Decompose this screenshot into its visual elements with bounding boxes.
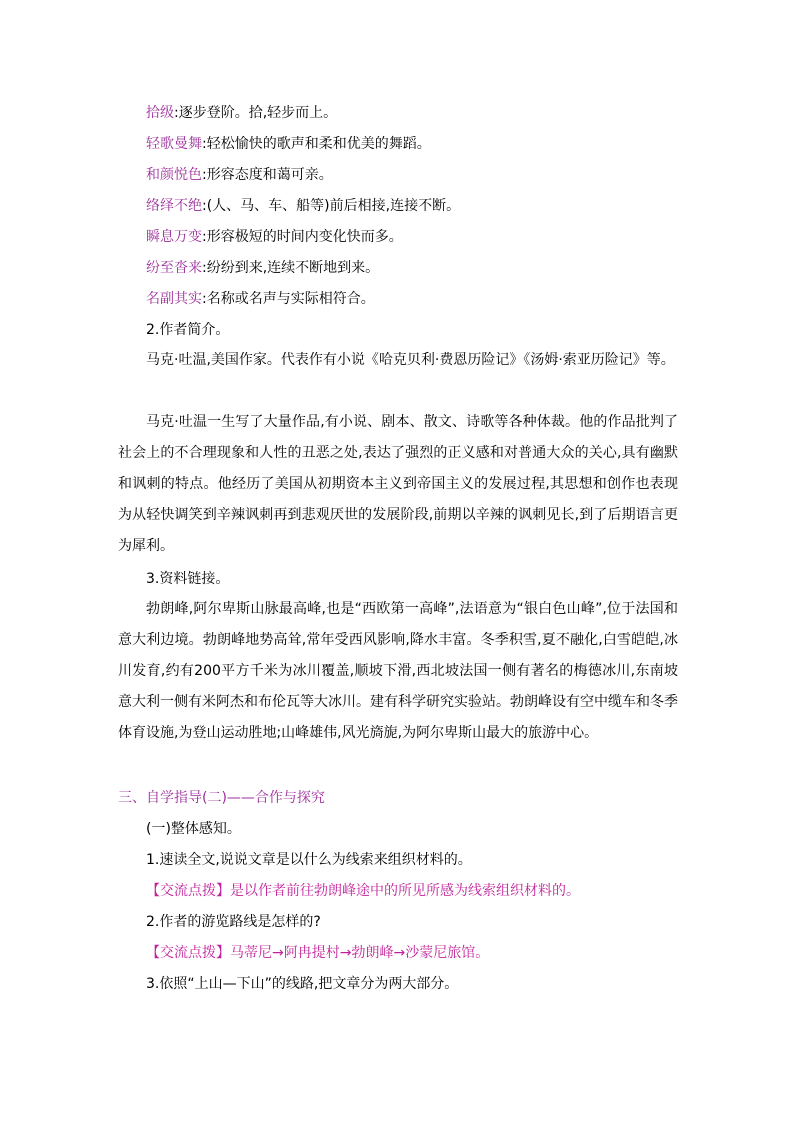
question-3: 3.依照“上山—下山”的线路,把文章分为两大部分。 (146, 976, 459, 992)
question-1: 1.速读全文,说说文章是以什么为线索来组织材料的。 (146, 852, 472, 868)
vocab-item (146, 165, 333, 185)
vocab-term: 拾级 (146, 105, 174, 121)
answer-hint-2: 【交流点拨】马蒂尼→阿冉提村→勃朗峰→沙蒙尼旅馆。 (146, 945, 490, 961)
vocab-definition: :(人、马、车、船等)前后相接,连接不断。 (202, 198, 461, 214)
vocab-term: 名副其实 (146, 291, 202, 307)
answer-hint-1: 【交流点拨】是以作者前往勃朗峰途中的所见所感为线索组织材料的。 (146, 883, 580, 899)
vocab-item (146, 134, 431, 154)
resource-heading: 3.资料链接。 (146, 571, 230, 587)
vocab-term: 络绎不绝 (146, 198, 202, 214)
vocab-term: 瞬息万变 (146, 229, 202, 245)
vocab-item (146, 289, 375, 309)
vocab-definition: :形容态度和蔼可亲。 (202, 167, 333, 183)
subsection-heading: (一)整体感知。 (146, 821, 241, 837)
author-paragraph-1: 马克·吐温,美国作家。代表作有小说《哈克贝利·费恩历险记》《汤姆·索亚历险记》等。 (146, 352, 675, 368)
question-2: 2.作者的游览路线是怎样的? (146, 914, 321, 930)
vocab-term: 和颜悦色 (146, 167, 202, 183)
vocab-term: 轻歌曼舞 (146, 136, 202, 152)
vocab-definition: :逐步登阶。拾,轻步而上。 (174, 105, 338, 121)
vocab-item (146, 196, 460, 216)
vocab-item (146, 103, 337, 123)
vocab-definition: :形容极短的时间内变化快而多。 (202, 229, 403, 245)
vocab-definition: :名称或名声与实际相符合。 (202, 291, 375, 307)
vocab-item (146, 227, 403, 247)
vocab-definition: :轻松愉快的歌声和柔和优美的舞蹈。 (202, 136, 431, 152)
resource-paragraph: 勃朗峰,阿尔卑斯山脉最高峰,也是“西欧第一高峰”,法语意为“银白色山峰”,位于法国和意大利边境。勃朗峰地势高耸,常年受西风影响,降水丰富。冬季积雪,夏不融化,白雪皑皑,冰川发育,约有200平方千米为冰川覆盖,顺坡下滑,西北坡法国一侧有著名的梅德冰川,东南坡意大利一侧有米阿杰和布伦瓦等大冰川。建有科学研究实验站。勃朗峰设有空中缆车和冬季体育设施,为登山运动胜地;山峰雄伟,风光旖旎,为阿尔卑斯山最大的旅游中心。 (118, 601, 678, 741)
vocab-definition: :纷纷到来,连续不断地到来。 (202, 260, 380, 276)
section-heading: 三、自学指导(二)——合作与探究 (118, 790, 325, 806)
author-heading: 2.作者简介。 (146, 322, 230, 338)
vocab-term: 纷至沓来 (146, 260, 202, 276)
author-paragraph-2: 马克·吐温一生写了大量作品,有小说、剧本、散文、诗歌等各种体裁。他的作品批判了社会上的不合理现象和人性的丑恶之处,表达了强烈的正义感和对普通大众的关心,具有幽默和讽刺的特点。他经历了美国从初期资本主义到帝国主义的发展过程,其思想和创作也表现为从轻快调笑到辛辣讽刺再到悲观厌世的发展阶段,前期以辛辣的讽刺见长,到了后期语言更为犀利。 (118, 414, 678, 554)
vocab-item (146, 258, 379, 278)
